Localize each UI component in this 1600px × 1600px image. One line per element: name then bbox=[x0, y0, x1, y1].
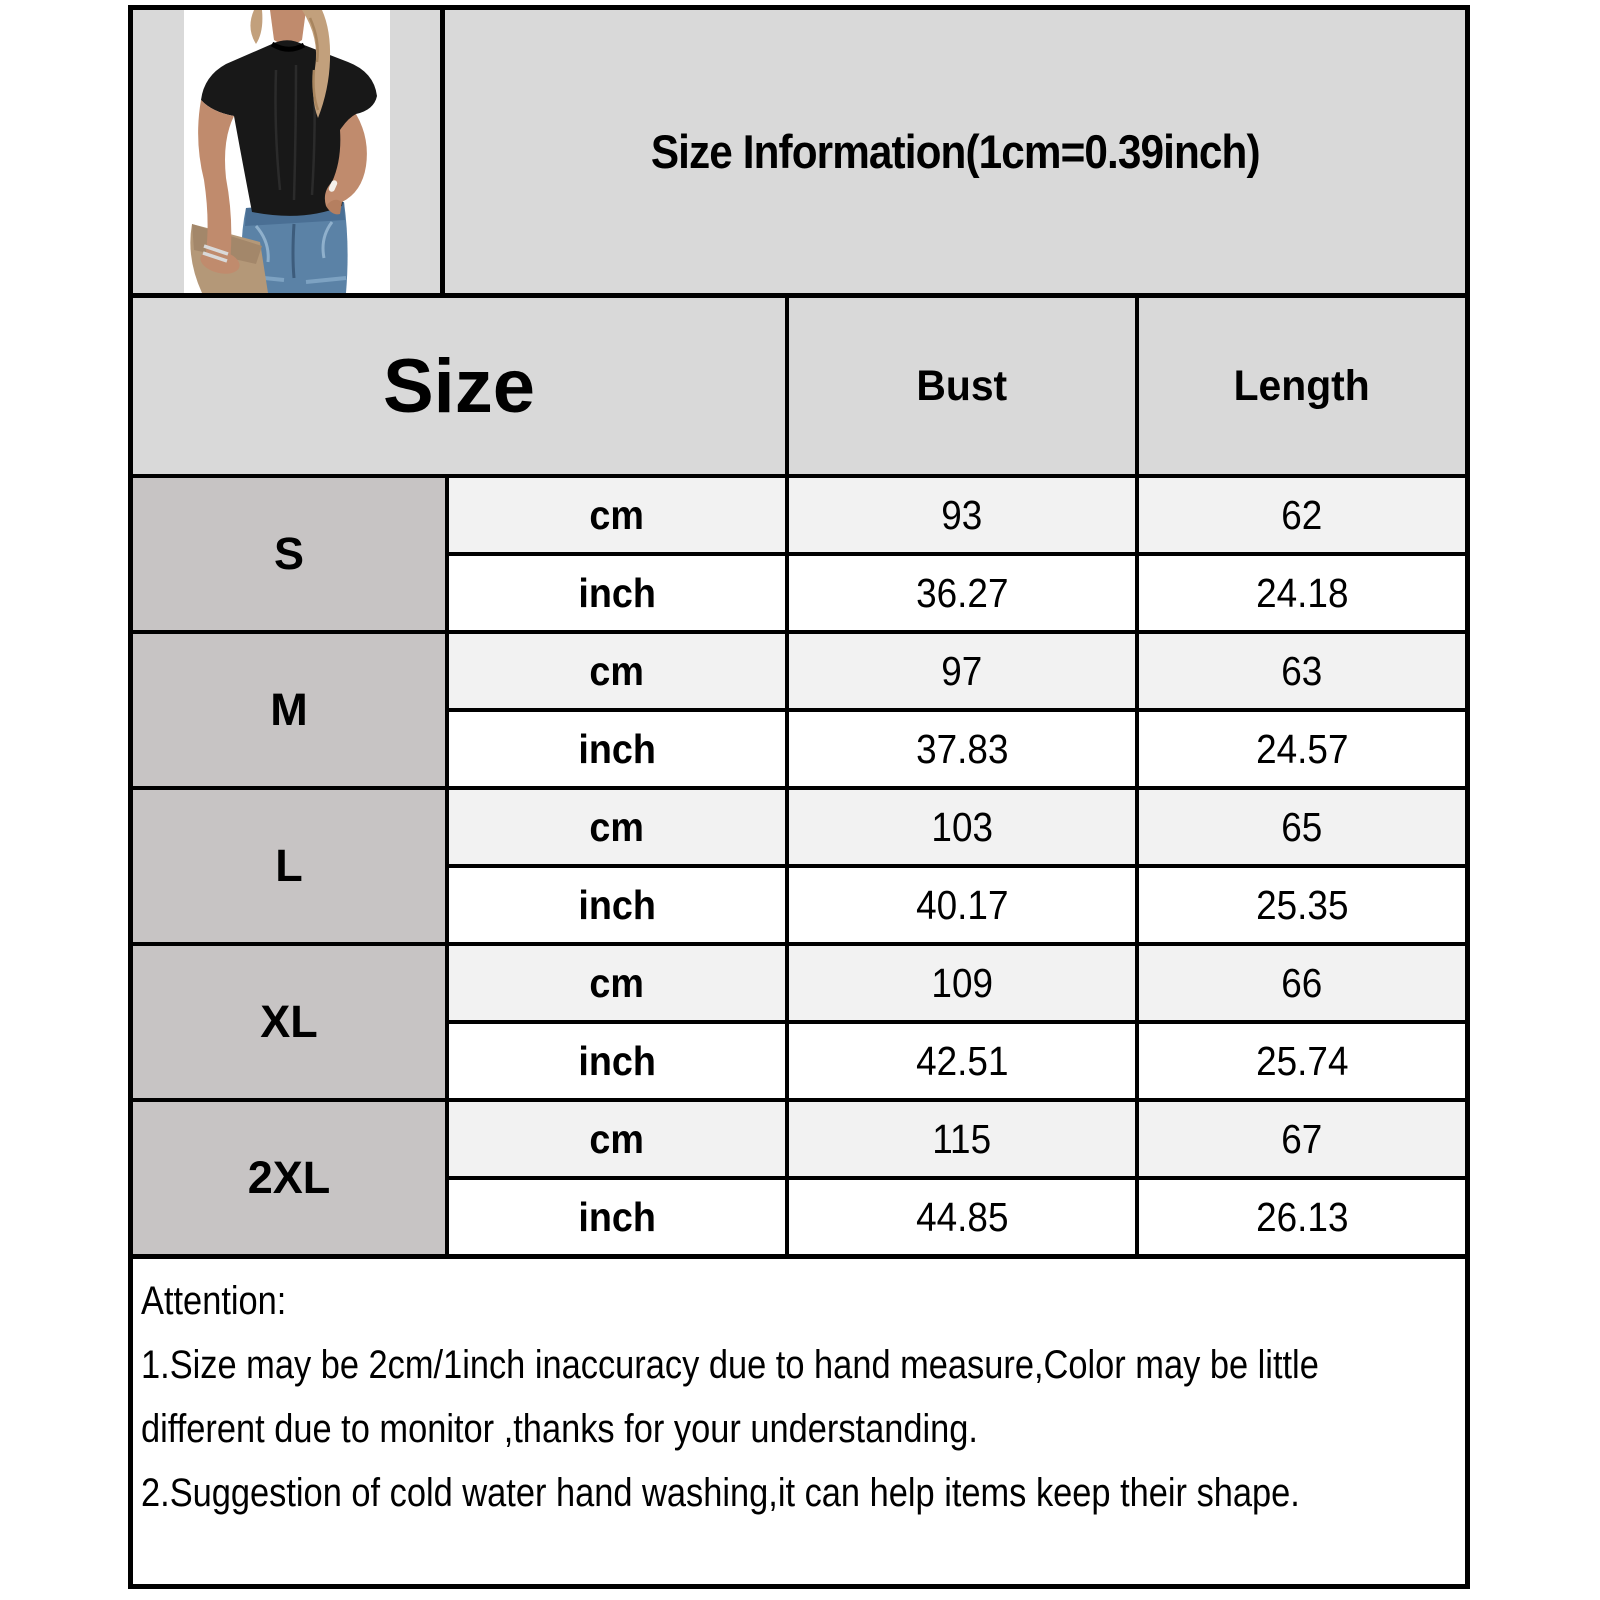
attention-heading: Attention: bbox=[141, 1279, 287, 1323]
length-inch-s: 24.18 bbox=[1139, 556, 1465, 630]
top-section bbox=[128, 5, 1470, 293]
product-photo-illustration bbox=[184, 10, 390, 293]
length-cm-s: 62 bbox=[1139, 478, 1465, 552]
size-chart-sheet bbox=[128, 5, 1470, 1589]
column-header-bust: Bust bbox=[789, 298, 1135, 474]
attention-note-line: 2.Suggestion of cold water hand washing,it can help items keep their shape. bbox=[141, 1471, 1300, 1515]
unit-label-inch: inch bbox=[449, 712, 785, 786]
unit-label-inch: inch bbox=[449, 1024, 785, 1098]
bust-cm-l: 103 bbox=[789, 790, 1135, 864]
bust-inch-s: 36.27 bbox=[789, 556, 1135, 630]
unit-label-cm: cm bbox=[449, 478, 785, 552]
model-skin bbox=[270, 10, 306, 45]
unit-label-inch: inch bbox=[449, 1180, 785, 1254]
unit-label-inch: inch bbox=[449, 556, 785, 630]
bust-inch-l: 40.17 bbox=[789, 868, 1135, 942]
bust-inch-xl: 42.51 bbox=[789, 1024, 1135, 1098]
bust-cm-2xl: 115 bbox=[789, 1102, 1135, 1176]
size-label-xl: XL bbox=[133, 946, 445, 1098]
unit-label-cm: cm bbox=[449, 634, 785, 708]
bust-inch-m: 37.83 bbox=[789, 712, 1135, 786]
length-cm-xl: 66 bbox=[1139, 946, 1465, 1020]
column-header-size: Size bbox=[133, 298, 785, 474]
bust-cm-xl: 109 bbox=[789, 946, 1135, 1020]
size-label-s: S bbox=[133, 478, 445, 630]
unit-label-cm: cm bbox=[449, 946, 785, 1020]
size-label-m: M bbox=[133, 634, 445, 786]
title-cell bbox=[445, 10, 1465, 293]
bust-cm-m: 97 bbox=[789, 634, 1135, 708]
attention-note-line: different due to monitor ,thanks for your understanding. bbox=[141, 1407, 978, 1451]
page-title: Size Information(1cm=0.39inch) bbox=[650, 125, 1260, 178]
unit-label-cm: cm bbox=[449, 1102, 785, 1176]
unit-label-inch: inch bbox=[449, 868, 785, 942]
size-label-2xl: 2XL bbox=[133, 1102, 445, 1254]
attention-note-line: 1.Size may be 2cm/1inch inaccuracy due to hand measure,Color may be little bbox=[141, 1343, 1319, 1387]
size-label-l: L bbox=[133, 790, 445, 942]
length-inch-xl: 25.74 bbox=[1139, 1024, 1465, 1098]
product-image-cell bbox=[133, 10, 445, 293]
attention-section bbox=[128, 1259, 1470, 1589]
product-photo bbox=[184, 10, 390, 293]
bust-cm-s: 93 bbox=[789, 478, 1135, 552]
bust-inch-2xl: 44.85 bbox=[789, 1180, 1135, 1254]
length-cm-m: 63 bbox=[1139, 634, 1465, 708]
length-inch-2xl: 26.13 bbox=[1139, 1180, 1465, 1254]
size-table bbox=[128, 293, 1470, 1259]
length-inch-l: 25.35 bbox=[1139, 868, 1465, 942]
length-cm-l: 65 bbox=[1139, 790, 1465, 864]
length-inch-m: 24.57 bbox=[1139, 712, 1465, 786]
unit-label-cm: cm bbox=[449, 790, 785, 864]
column-header-length: Length bbox=[1139, 298, 1465, 474]
length-cm-2xl: 67 bbox=[1139, 1102, 1465, 1176]
